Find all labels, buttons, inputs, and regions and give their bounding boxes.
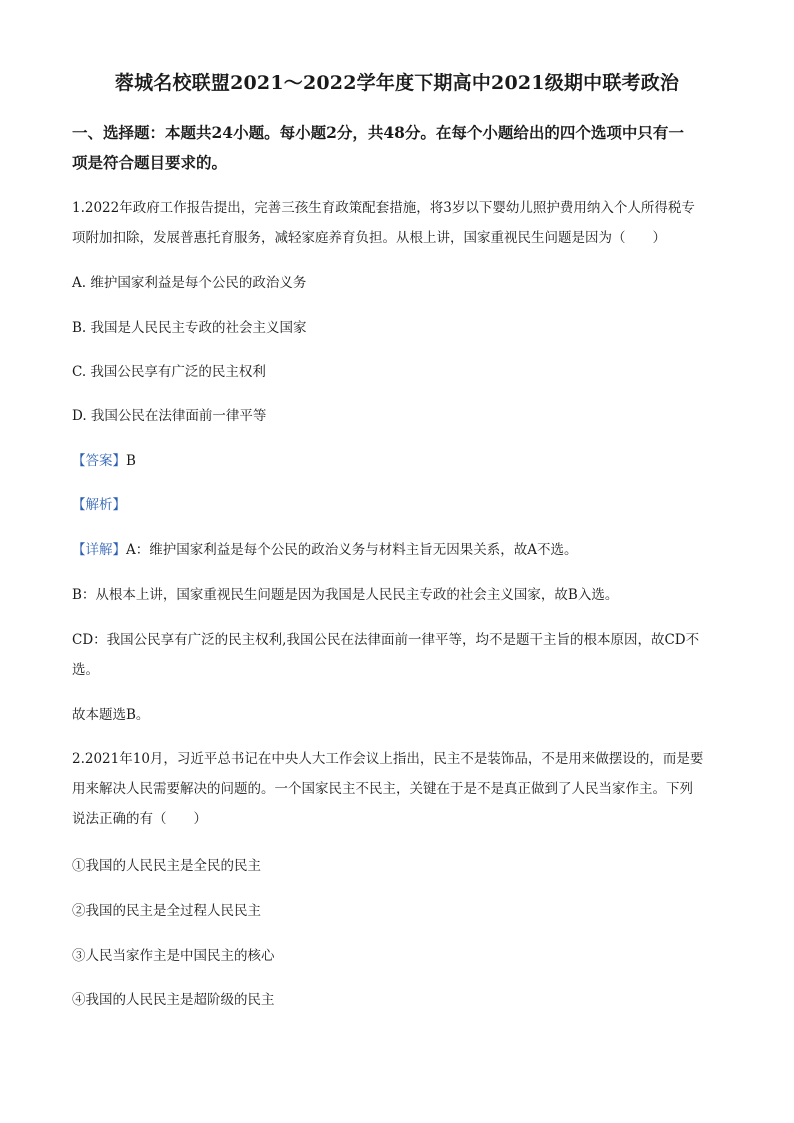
detail-line-2: B：从根本上讲，国家重视民生问题是因为我国是人民民主专政的社会主义国家，故B入选。 — [72, 587, 619, 603]
question-2-stem-line-3: 说法正确的有（ ） — [72, 811, 207, 827]
question-1-stem-line-1: 1.2022年政府工作报告提出，完善三孩生育政策配套措施，将3岁以下婴幼儿照护费用纳入个人所得税专 — [72, 200, 695, 216]
question-1-option-d: D. 我国公民在法律面前一律平等 — [72, 408, 267, 424]
question-1-conclusion: 故本题选B。 — [72, 707, 150, 723]
detail-tag: 【详解】 — [72, 542, 126, 558]
question-1-answer — [72, 446, 726, 476]
question-2-item-3: ③人民当家作主是中国民主的核心 — [72, 948, 275, 964]
analysis-tag: 【解析】 — [72, 497, 126, 513]
question-1-stem-line-2: 项附加扣除，发展普惠托育服务，减轻家庭养育负担。从根上讲，国家重视民生问题是因为（ ） — [72, 230, 666, 246]
section-heading-line-2: 项是符合题目要求的。 — [72, 153, 228, 172]
section-heading — [72, 118, 724, 178]
question-2-stem — [72, 744, 726, 834]
question-2-item-4: ④我国的人民民主是超阶级的民主 — [72, 992, 275, 1008]
question-2-stem-line-2: 用来解决人民需要解决的问题的。一个国家民主不民主，关键在于是不是真正做到了人民当家作主。下列 — [72, 781, 693, 797]
detail-line-3 — [72, 625, 726, 685]
question-2-item-2: ②我国的民主是全过程人民民主 — [72, 903, 261, 919]
question-1-stem — [72, 193, 726, 253]
question-1-option-c: C. 我国公民享有广泛的民主权利 — [72, 364, 266, 380]
question-2-stem-line-1: 2.2021年10月，习近平总书记在中央人大工作会议上指出，民主不是装饰品，不是用来做摆设的，而是要 — [72, 751, 704, 767]
question-2-item-1: ①我国的人民民主是全民的民主 — [72, 858, 261, 874]
page-title: 蓉城名校联盟2021～2022学年度下期高中2021级期中联考政治 — [114, 72, 680, 94]
section-heading-line-1: 一、选择题：本题共24小题。每小题2分，共48分。在每个小题给出的四个选项中只有一 — [72, 123, 684, 142]
detail-line-3a: CD：我国公民享有广泛的民主权利,我国公民在法律面前一律平等，均不是题干主旨的根本原因，故CD不 — [72, 632, 700, 648]
answer-tag: 【答案】 — [72, 453, 126, 469]
question-1-option-b: B. 我国是人民民主专政的社会主义国家 — [72, 320, 307, 336]
question-1-option-a: A. 维护国家利益是每个公民的政治义务 — [72, 275, 307, 291]
detail-line-3b: 选。 — [72, 662, 99, 678]
answer-value: B — [126, 453, 136, 469]
detail-line-1 — [72, 535, 726, 565]
detail-text-a: A：维护国家利益是每个公民的政治义务与材料主旨无因果关系，故A不选。 — [126, 542, 578, 558]
